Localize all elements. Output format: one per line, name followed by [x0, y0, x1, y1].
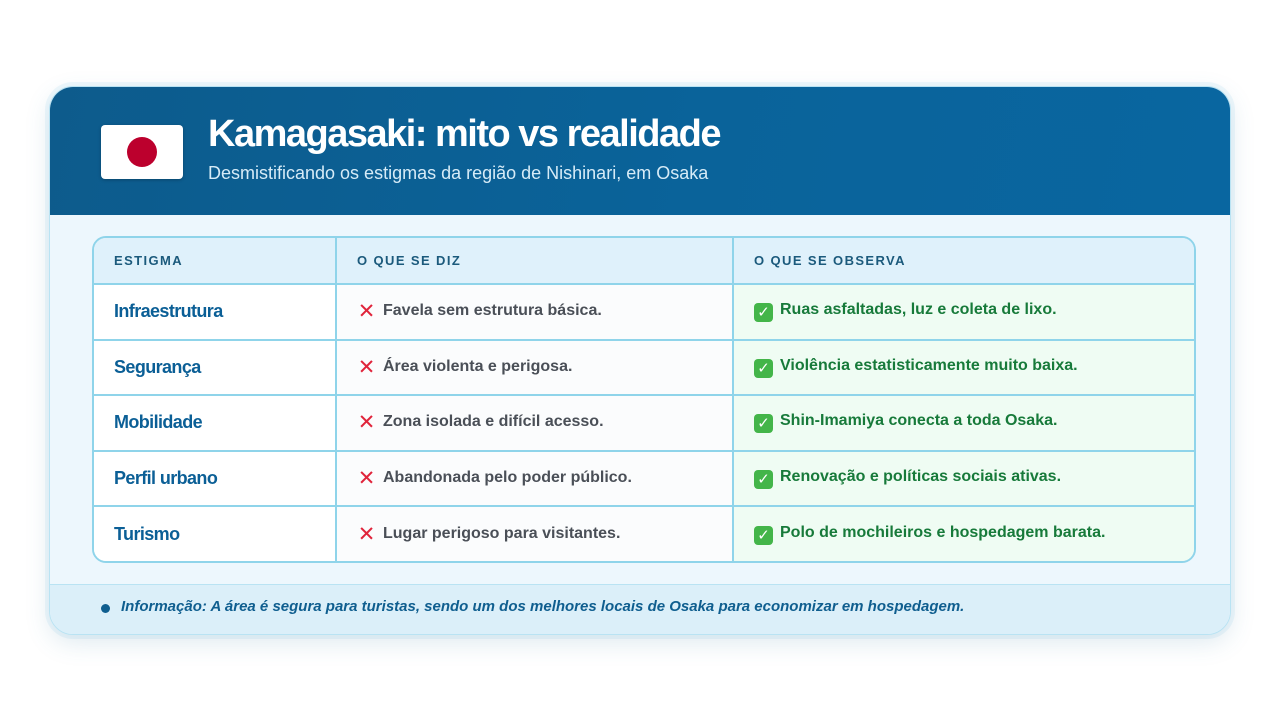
said-cell [336, 284, 733, 340]
said-cell [336, 340, 733, 396]
column-header-said: O QUE SE DIZ [336, 238, 733, 284]
observed-cell [733, 340, 1194, 396]
comparison-table-container [92, 236, 1196, 563]
comparison-table [94, 238, 1194, 561]
said-cell [336, 451, 733, 507]
stigma-cell: Turismo [94, 506, 336, 561]
observed-cell [733, 395, 1194, 451]
observed-text: Polo de mochileiros e hospedagem barata. [780, 523, 1106, 541]
flag-red-disc [127, 137, 157, 167]
check-mark-icon: ✓ [754, 359, 773, 378]
observed-text: Violência estatisticamente muito baixa. [780, 356, 1078, 374]
stigma-cell: Segurança [94, 340, 336, 396]
check-mark-icon: ✓ [754, 470, 773, 489]
table-row [94, 506, 1194, 561]
check-mark-icon: ✓ [754, 303, 773, 322]
info-note: Informação: A área é segura para turistas, sendo um dos melhores locais de Osaka para economizar em hospedagem. [121, 598, 965, 615]
table-row [94, 284, 1194, 340]
table-header-row [94, 238, 1194, 284]
table-row [94, 340, 1194, 396]
cross-mark-icon: ✕ [357, 355, 376, 379]
column-header-stigma: ESTIGMA [94, 238, 336, 284]
said-cell [336, 506, 733, 561]
card-header [50, 87, 1230, 215]
observed-cell [733, 284, 1194, 340]
observed-cell [733, 451, 1194, 507]
stigma-cell: Infraestrutura [94, 284, 336, 340]
cross-mark-icon: ✕ [357, 522, 376, 546]
said-cell [336, 395, 733, 451]
observed-text: Shin-Imamiya conecta a toda Osaka. [780, 412, 1058, 430]
page-title: Kamagasaki: mito vs realidade [208, 113, 720, 155]
check-mark-icon: ✓ [754, 414, 773, 433]
table-row [94, 395, 1194, 451]
myth-vs-reality-card [49, 86, 1231, 635]
bullet-dot-icon [101, 604, 110, 613]
cross-mark-icon: ✕ [357, 300, 376, 324]
said-text: Lugar perigoso para visitantes. [383, 524, 621, 542]
japan-flag-icon [101, 125, 183, 179]
stigma-cell: Perfil urbano [94, 451, 336, 507]
cross-mark-icon: ✕ [357, 411, 376, 435]
observed-cell [733, 506, 1194, 561]
said-text: Abandonada pelo poder público. [383, 469, 632, 487]
cross-mark-icon: ✕ [357, 467, 376, 491]
said-text: Favela sem estrutura básica. [383, 302, 602, 320]
check-mark-icon: ✓ [754, 526, 773, 545]
table-row [94, 451, 1194, 507]
observed-text: Ruas asfaltadas, luz e coleta de lixo. [780, 301, 1057, 319]
column-header-observed: O QUE SE OBSERVA [733, 238, 1194, 284]
page-subtitle: Desmistificando os estigmas da região de Nishinari, em Osaka [208, 163, 709, 183]
observed-text: Renovação e políticas sociais ativas. [780, 468, 1062, 486]
said-text: Área violenta e perigosa. [383, 357, 573, 375]
info-footer [50, 584, 1230, 635]
said-text: Zona isolada e difícil acesso. [383, 413, 604, 431]
stigma-cell: Mobilidade [94, 395, 336, 451]
